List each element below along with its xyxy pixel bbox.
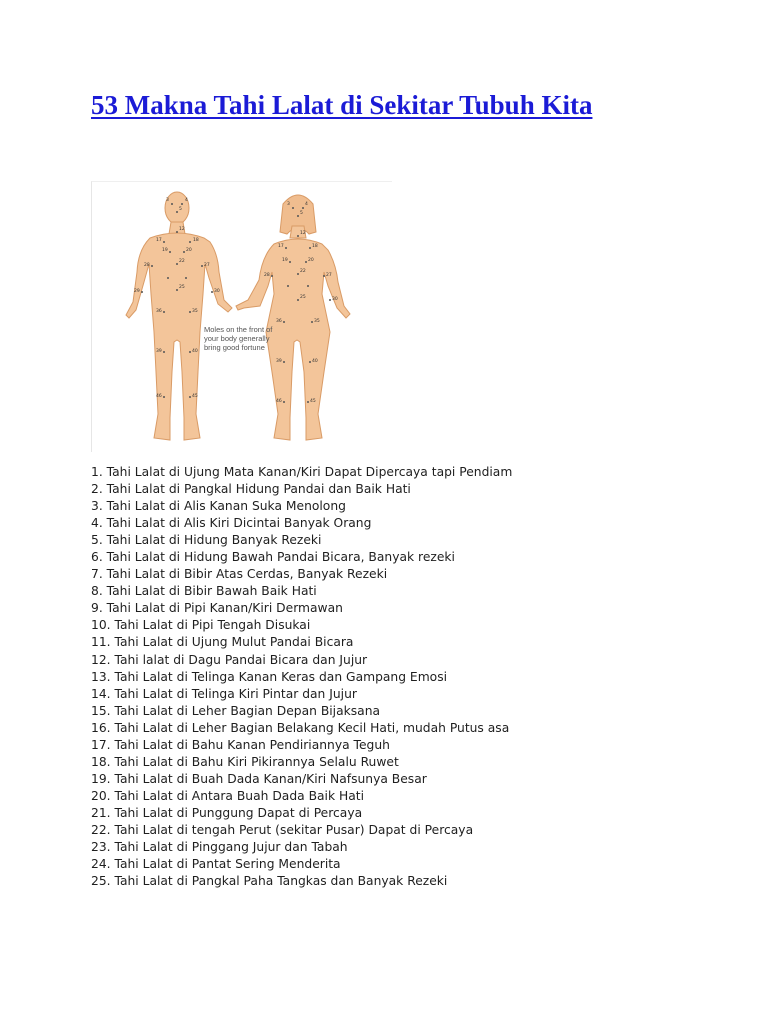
list-item: 6. Tahi Lalat di Hidung Bawah Pandai Bicara, Banyak rezeki bbox=[91, 550, 455, 565]
body-moles-illustration bbox=[92, 182, 392, 452]
svg-text:4: 4 bbox=[305, 202, 308, 207]
list-item: 25. Tahi Lalat di Pangkal Paha Tangkas dan Banyak Rezeki bbox=[91, 874, 448, 889]
svg-text:46: 46 bbox=[276, 399, 282, 404]
figure-caption bbox=[204, 325, 273, 352]
list-item: 16. Tahi Lalat di Leher Bagian Belakang Kecil Hati, mudah Putus asa bbox=[91, 720, 510, 735]
list-item: 4. Tahi Lalat di Alis Kiri Dicintai Banyak Orang bbox=[91, 516, 372, 531]
svg-text:18: 18 bbox=[193, 238, 199, 243]
list-item: 1. Tahi Lalat di Ujung Mata Kanan/Kiri Dapat Dipercaya tapi Pendiam bbox=[91, 465, 513, 479]
svg-text:27: 27 bbox=[204, 263, 210, 268]
svg-text:28: 28 bbox=[264, 273, 270, 278]
list-item: 12. Tahi lalat di Dagu Pandai Bicara dan Jujur bbox=[91, 652, 368, 667]
list-item: 19. Tahi Lalat di Buah Dada Kanan/Kiri Nafsunya Besar bbox=[91, 771, 427, 786]
mole-meaning-list bbox=[91, 464, 512, 890]
list-item: 24. Tahi Lalat di Pantat Sering Menderita bbox=[91, 857, 341, 872]
svg-text:36: 36 bbox=[276, 319, 282, 324]
list-item: 21. Tahi Lalat di Punggung Dapat di Percaya bbox=[91, 805, 363, 820]
list-item: 23. Tahi Lalat di Pinggang Jujur dan Tabah bbox=[91, 840, 348, 855]
document-title[interactable]: 53 Makna Tahi Lalat di Sekitar Tubuh Kita bbox=[91, 90, 593, 120]
svg-text:12: 12 bbox=[179, 227, 185, 232]
svg-text:3: 3 bbox=[166, 198, 169, 203]
svg-text:25: 25 bbox=[300, 295, 306, 300]
svg-text:39: 39 bbox=[156, 349, 162, 354]
svg-text:22: 22 bbox=[300, 269, 306, 274]
svg-text:30: 30 bbox=[214, 289, 220, 294]
body-moles-figure bbox=[91, 181, 392, 452]
svg-text:25: 25 bbox=[179, 285, 185, 290]
list-item: 20. Tahi Lalat di Antara Buah Dada Baik Hati bbox=[91, 788, 365, 803]
list-item: 14. Tahi Lalat di Telinga Kiri Pintar dan Jujur bbox=[91, 686, 357, 701]
svg-text:19: 19 bbox=[162, 248, 168, 253]
svg-text:12: 12 bbox=[300, 231, 306, 236]
figure-caption-line: Moles on the front of bbox=[204, 325, 273, 334]
list-item: 11. Tahi Lalat di Ujung Mulut Pandai Bicara bbox=[91, 635, 354, 650]
svg-text:28: 28 bbox=[144, 263, 150, 268]
list-item: 13. Tahi Lalat di Telinga Kanan Keras dan Gampang Emosi bbox=[91, 669, 448, 684]
svg-text:39: 39 bbox=[276, 359, 282, 364]
list-item: 8. Tahi Lalat di Bibir Bawah Baik Hati bbox=[91, 584, 317, 599]
svg-text:5: 5 bbox=[300, 211, 303, 216]
svg-text:17: 17 bbox=[278, 244, 284, 249]
svg-text:4: 4 bbox=[185, 198, 188, 203]
svg-text:45: 45 bbox=[192, 394, 198, 399]
svg-text:17: 17 bbox=[156, 238, 162, 243]
list-item: 10. Tahi Lalat di Pipi Tengah Disukai bbox=[91, 618, 311, 633]
svg-text:29: 29 bbox=[134, 289, 140, 294]
svg-text:3: 3 bbox=[287, 202, 290, 207]
list-item: 2. Tahi Lalat di Pangkal Hidung Pandai dan Baik Hati bbox=[91, 482, 411, 497]
svg-text:45: 45 bbox=[310, 399, 316, 404]
svg-text:40: 40 bbox=[312, 359, 318, 364]
list-item: 15. Tahi Lalat di Leher Bagian Depan Bijaksana bbox=[91, 703, 381, 718]
list-item: 22. Tahi Lalat di tengah Perut (sekitar Pusar) Dapat di Percaya bbox=[91, 822, 474, 837]
svg-text:36: 36 bbox=[156, 309, 162, 314]
svg-text:27: 27 bbox=[326, 273, 332, 278]
list-item: 5. Tahi Lalat di Hidung Banyak Rezeki bbox=[91, 533, 322, 548]
svg-text:20: 20 bbox=[308, 258, 314, 263]
figure-caption-line: bring good fortune bbox=[204, 343, 265, 352]
svg-text:19: 19 bbox=[282, 258, 288, 263]
svg-text:46: 46 bbox=[156, 394, 162, 399]
svg-text:20: 20 bbox=[186, 248, 192, 253]
list-item: 7. Tahi Lalat di Bibir Atas Cerdas, Banyak Rezeki bbox=[91, 567, 388, 582]
list-item: 18. Tahi Lalat di Bahu Kiri Pikirannya Selalu Ruwet bbox=[91, 754, 399, 769]
svg-text:18: 18 bbox=[312, 244, 318, 249]
svg-text:40: 40 bbox=[192, 349, 198, 354]
list-item: 9. Tahi Lalat di Pipi Kanan/Kiri Dermawan bbox=[91, 601, 343, 616]
svg-text:30: 30 bbox=[332, 297, 338, 302]
svg-text:35: 35 bbox=[192, 309, 198, 314]
list-item: 3. Tahi Lalat di Alis Kanan Suka Menolong bbox=[91, 499, 346, 514]
list-item: 17. Tahi Lalat di Bahu Kanan Pendiriannya Teguh bbox=[91, 737, 390, 752]
figure-caption-line: your body generally bbox=[204, 334, 270, 343]
svg-text:35: 35 bbox=[314, 319, 320, 324]
svg-text:5: 5 bbox=[179, 207, 182, 212]
svg-text:22: 22 bbox=[179, 259, 185, 264]
